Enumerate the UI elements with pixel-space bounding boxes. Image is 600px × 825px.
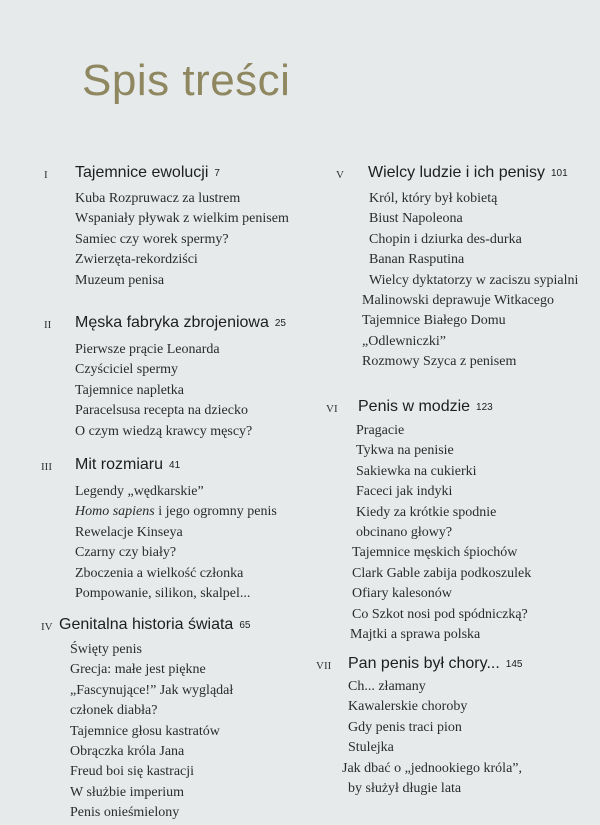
chapter-numeral: III	[41, 461, 52, 473]
list-item: Co Szkot nosi pod spódniczką?	[352, 606, 528, 622]
chapter-title-text: Mit rozmiaru	[75, 456, 164, 473]
chapter-title[interactable]	[358, 398, 493, 416]
list-item: Samiec czy worek spermy?	[75, 231, 229, 247]
chapter-title[interactable]	[75, 456, 180, 474]
list-item: Tajemnice męskich śpiochów	[352, 545, 518, 561]
list-item: Biust Napoleona	[369, 211, 463, 227]
chapter-page: 25	[274, 318, 286, 329]
list-item: Rewelacje Kinseya	[75, 524, 183, 540]
list-item: Muzeum penisa	[75, 272, 165, 288]
list-item: Król, który był kobietą	[369, 191, 498, 206]
page-title: Spis treści	[82, 56, 291, 105]
list-item: Pragacie	[356, 423, 405, 438]
chapter-numeral: V	[336, 169, 344, 181]
list-item: Gdy penis traci pion	[348, 719, 462, 735]
italic-term: Homo sapiens	[75, 504, 155, 520]
chapter-page: 123	[476, 402, 493, 413]
list-item: Sakiewka na cukierki	[356, 463, 477, 479]
list-item: Święty penis	[70, 642, 142, 657]
chapter-page: 65	[239, 620, 251, 631]
chapter-items	[342, 677, 522, 799]
chapter-title-text: Genitalna historia świata	[59, 616, 234, 633]
list-item: Clark Gable zabija podkoszulek	[352, 565, 532, 581]
list-item: Pierwsze prącie Leonarda	[75, 342, 220, 357]
chapter-title-text: Tajemnice ewolucji	[75, 164, 209, 181]
list-item: Czyściciel spermy	[75, 362, 179, 378]
list-item: Czarny czy biały?	[75, 545, 177, 561]
chapter-page: 7	[214, 168, 220, 179]
list-item: Chopin i dziurka des-durka	[369, 231, 522, 247]
list-item: „Fascynujące!” Jak wyglądał	[70, 682, 234, 698]
list-item: Pompowanie, silikon, skalpel...	[75, 586, 251, 602]
chapter-numeral: VI	[326, 403, 338, 415]
list-item: Freud boi się kastracji	[70, 764, 195, 780]
list-item: Jak dbać o „jednookiego króla”,	[342, 760, 522, 776]
chapter-items	[70, 640, 233, 824]
chapter-title-text: Męska fabryka zbrojeniowa	[75, 314, 269, 331]
list-item: O czym wiedzą krawcy męscy?	[75, 423, 253, 439]
chapter-items	[75, 340, 252, 442]
list-item: Faceci jak indyki	[356, 484, 453, 500]
list-item: Ofiary kalesonów	[352, 586, 452, 602]
chapter-numeral: IV	[41, 621, 53, 633]
list-item: Kiedy za krótkie spodnie	[356, 504, 497, 520]
list-item: Tajemnice napletka	[75, 382, 185, 398]
chapter-title[interactable]	[75, 314, 286, 332]
chapter-numeral: I	[44, 169, 48, 181]
list-item: Legendy „wędkarskie”	[75, 484, 204, 499]
list-item: Ch... złamany	[348, 679, 426, 694]
list-item: „Odlewniczki”	[362, 333, 446, 349]
list-item: Zboczenia a wielkość członka	[75, 565, 244, 581]
chapter-items	[362, 189, 579, 373]
chapter-page: 101	[550, 168, 568, 179]
chapter-title[interactable]	[368, 164, 568, 182]
chapter-title[interactable]	[348, 655, 522, 673]
chapter-numeral: VII	[316, 660, 332, 672]
list-item: obcinano głowy?	[356, 525, 453, 541]
chapter-title[interactable]	[59, 616, 250, 634]
list-item: Tajemnice głosu kastratów	[70, 723, 220, 739]
list-item: Wielcy dyktatorzy w zaciszu sypialni	[369, 272, 579, 288]
chapter-numeral: II	[44, 319, 52, 331]
chapter-page: 145	[505, 659, 523, 670]
list-item: Tykwa na penisie	[356, 443, 454, 459]
list-item: W służbie imperium	[70, 784, 185, 800]
list-item: Paracelsusa recepta na dziecko	[75, 403, 248, 419]
chapter-title[interactable]	[75, 164, 220, 182]
chapter-title-text: Penis w modzie	[358, 398, 471, 415]
list-item: Malinowski deprawuje Witkacego	[362, 293, 555, 309]
list-item: Stulejka	[348, 740, 394, 756]
list-item: Penis onieśmielony	[70, 805, 180, 821]
chapter-title-text: Wielcy ludzie i ich penisy	[368, 164, 545, 181]
list-item-rest: i jego ogromny penis	[158, 504, 277, 520]
list-item: Obrączka króla Jana	[70, 744, 185, 760]
list-item	[75, 502, 277, 522]
chapter-page: 41	[169, 460, 181, 471]
chapter-items	[75, 189, 289, 291]
list-item: Tajemnice Białego Domu	[362, 313, 506, 329]
chapter-items	[75, 482, 277, 604]
list-item: Majtki a sprawa polska	[350, 627, 481, 643]
list-item: Wspaniały pływak z wielkim penisem	[75, 211, 289, 227]
list-item: Grecja: małe jest piękne	[70, 662, 206, 678]
list-item: Zwierzęta-rekordziści	[75, 252, 198, 268]
list-item: Kawalerskie choroby	[348, 699, 468, 715]
list-item: członek diabła?	[70, 703, 158, 719]
chapter-items	[350, 421, 532, 645]
list-item: by służył długie lata	[348, 781, 462, 797]
chapter-title-text: Pan penis był chory...	[348, 655, 500, 672]
list-item: Kuba Rozpruwacz za lustrem	[75, 191, 241, 206]
list-item: Banan Rasputina	[369, 252, 465, 268]
list-item: Rozmowy Szyca z penisem	[362, 354, 517, 370]
